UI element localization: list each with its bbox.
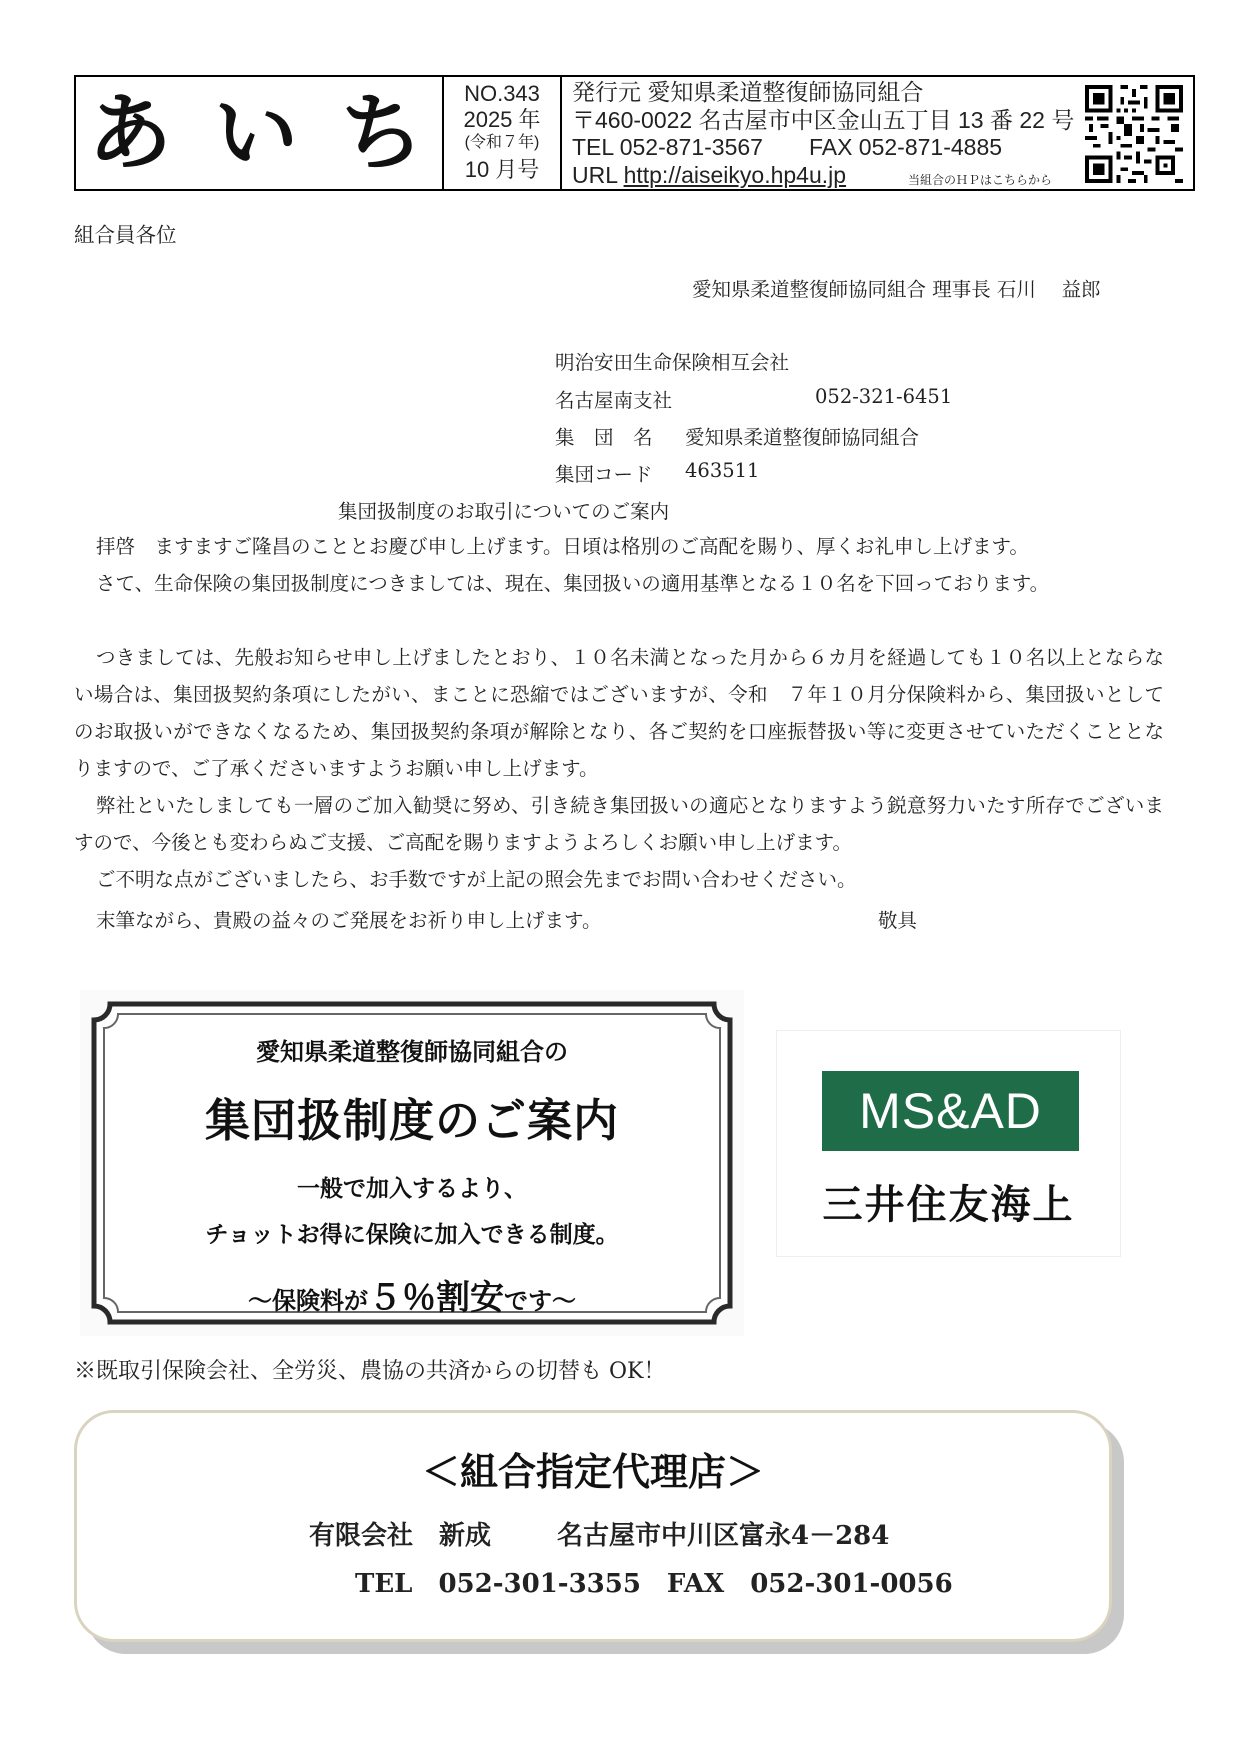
publisher-info — [562, 77, 1193, 189]
agency-title: ＜組合指定代理店＞ — [421, 1450, 764, 1494]
sender: 愛知県柔道整復師協同組合 理事長 石川 益郎 — [692, 278, 1101, 301]
promo-line-3: 一般で加入するより、 — [297, 1176, 527, 1202]
promo-line-1: 愛知県柔道整復師協同組合の — [256, 1038, 568, 1066]
letter-subject: 集団扱制度のお取引についてのご案内 — [338, 500, 670, 523]
newsletter-title — [76, 77, 444, 189]
agency-company: 有限会社 新成 — [309, 1521, 492, 1551]
publisher-name: 発行元 愛知県柔道整復師協同組合 — [572, 79, 924, 105]
promo-discount-post: です～ — [504, 1287, 576, 1315]
promo-discount-rate: ５％割安 — [368, 1278, 504, 1318]
issue-era: (令和７年) — [464, 134, 540, 151]
letter-paragraph-2: さて、生命保険の集団扱制度につきましては、現在、集団扱いの適用基準となる１０名を下回っております。 — [96, 572, 1050, 595]
promo-discount — [80, 1270, 744, 1319]
agency-tel-fax: TEL 052-301-3355 FAX 052-301-0056 — [355, 1569, 953, 1599]
issue-number: NO.343 — [464, 81, 540, 106]
title-char-2: い — [213, 83, 298, 182]
letter-paragraph-5: ご不明な点がございましたら、お手数ですが上記の照会先までお問い合わせください。 — [96, 868, 857, 891]
insurer-branch-tel: 052-321-6451 — [815, 385, 953, 408]
group-name: 愛知県柔道整復師協同組合 — [685, 426, 920, 449]
promo-headline: 集団扱制度のご案内 — [204, 1094, 619, 1147]
group-code: 463511 — [685, 459, 760, 482]
group-code-label: 集団コード — [555, 463, 653, 486]
insurer-name: 三井住友海上 — [822, 1182, 1075, 1228]
letter-closing-word: 敬具 — [878, 909, 918, 932]
letter-paragraph-4: 弊社といたしましても一層のご加入勧奨に努め、引き続き集団扱いの適応となりますよう鋭意努力いたす所存でございますので、今後とも変わらぬご支援、ご高配を賜りますようよろしくお願い申し上げます。 — [74, 794, 1164, 854]
insurer-branch: 名古屋南支社 — [555, 389, 673, 412]
issue-info — [444, 77, 562, 189]
title-char-3: ち — [339, 83, 424, 182]
agency-address: 名古屋市中川区富永4－284 — [557, 1521, 890, 1551]
group-label: 集 団 名 — [555, 426, 653, 449]
qr-code-icon[interactable] — [1085, 85, 1183, 183]
agency-box — [74, 1410, 1112, 1642]
insurer-logo — [776, 1030, 1121, 1257]
issue-month: 10 月号 — [464, 157, 540, 182]
publisher-tel-fax: TEL 052-871-3567 FAX 052-871-4885 — [572, 134, 1003, 160]
recipient: 組合員各位 — [74, 223, 177, 247]
letter-paragraph-1: 拝啓 ますますご隆昌のこととお慶び申し上げます。日頃は格別のご高配を賜り、厚くお礼申し上げます。 — [96, 535, 1029, 558]
letter-paragraph-3: つきましては、先般お知らせ申し上げましたとおり、１０名未満となった月から６カ月を経過しても１０名以上とならない場合は、集団扱契約条項にしたがい、まことに恐縮ではございますが、令和 ７年１０月分保険料から、集団扱いとしてのお取扱いができなくなるため、集団扱契約条項が解除となり、各ご契約を口座振替扱い等に変更させていただくこととなりますので、ご了承くださいますようお願い申し上げます。 — [74, 646, 1164, 780]
publisher-address: 〒460-0022 名古屋市中区金山五丁目 13 番 22 号 — [572, 106, 1075, 133]
promo-banner — [80, 990, 744, 1336]
website-link[interactable]: http://aiseikyo.hp4u.jp — [623, 161, 847, 188]
issue-year: 2025 年 — [463, 107, 541, 132]
url-label: URL — [572, 161, 618, 188]
title-char-1: あ — [88, 83, 173, 182]
ms-ad-logo-badge: MS&AD — [822, 1071, 1079, 1151]
promo-line-4: チョットお得に保険に加入できる制度。 — [205, 1222, 619, 1248]
switch-note: ※既取引保険会社、全労災、農協の共済からの切替も OK！ — [74, 1359, 666, 1384]
qr-note: 当組合のＨＰはこちらから — [908, 173, 1053, 187]
promo-discount-pre: ～保険料が — [248, 1287, 368, 1315]
insurer-company: 明治安田生命保険相互会社 — [555, 351, 790, 374]
masthead — [74, 75, 1195, 191]
letter-closing: 末筆ながら、貴殿の益々のご発展をお祈り申し上げます。 — [96, 909, 602, 932]
